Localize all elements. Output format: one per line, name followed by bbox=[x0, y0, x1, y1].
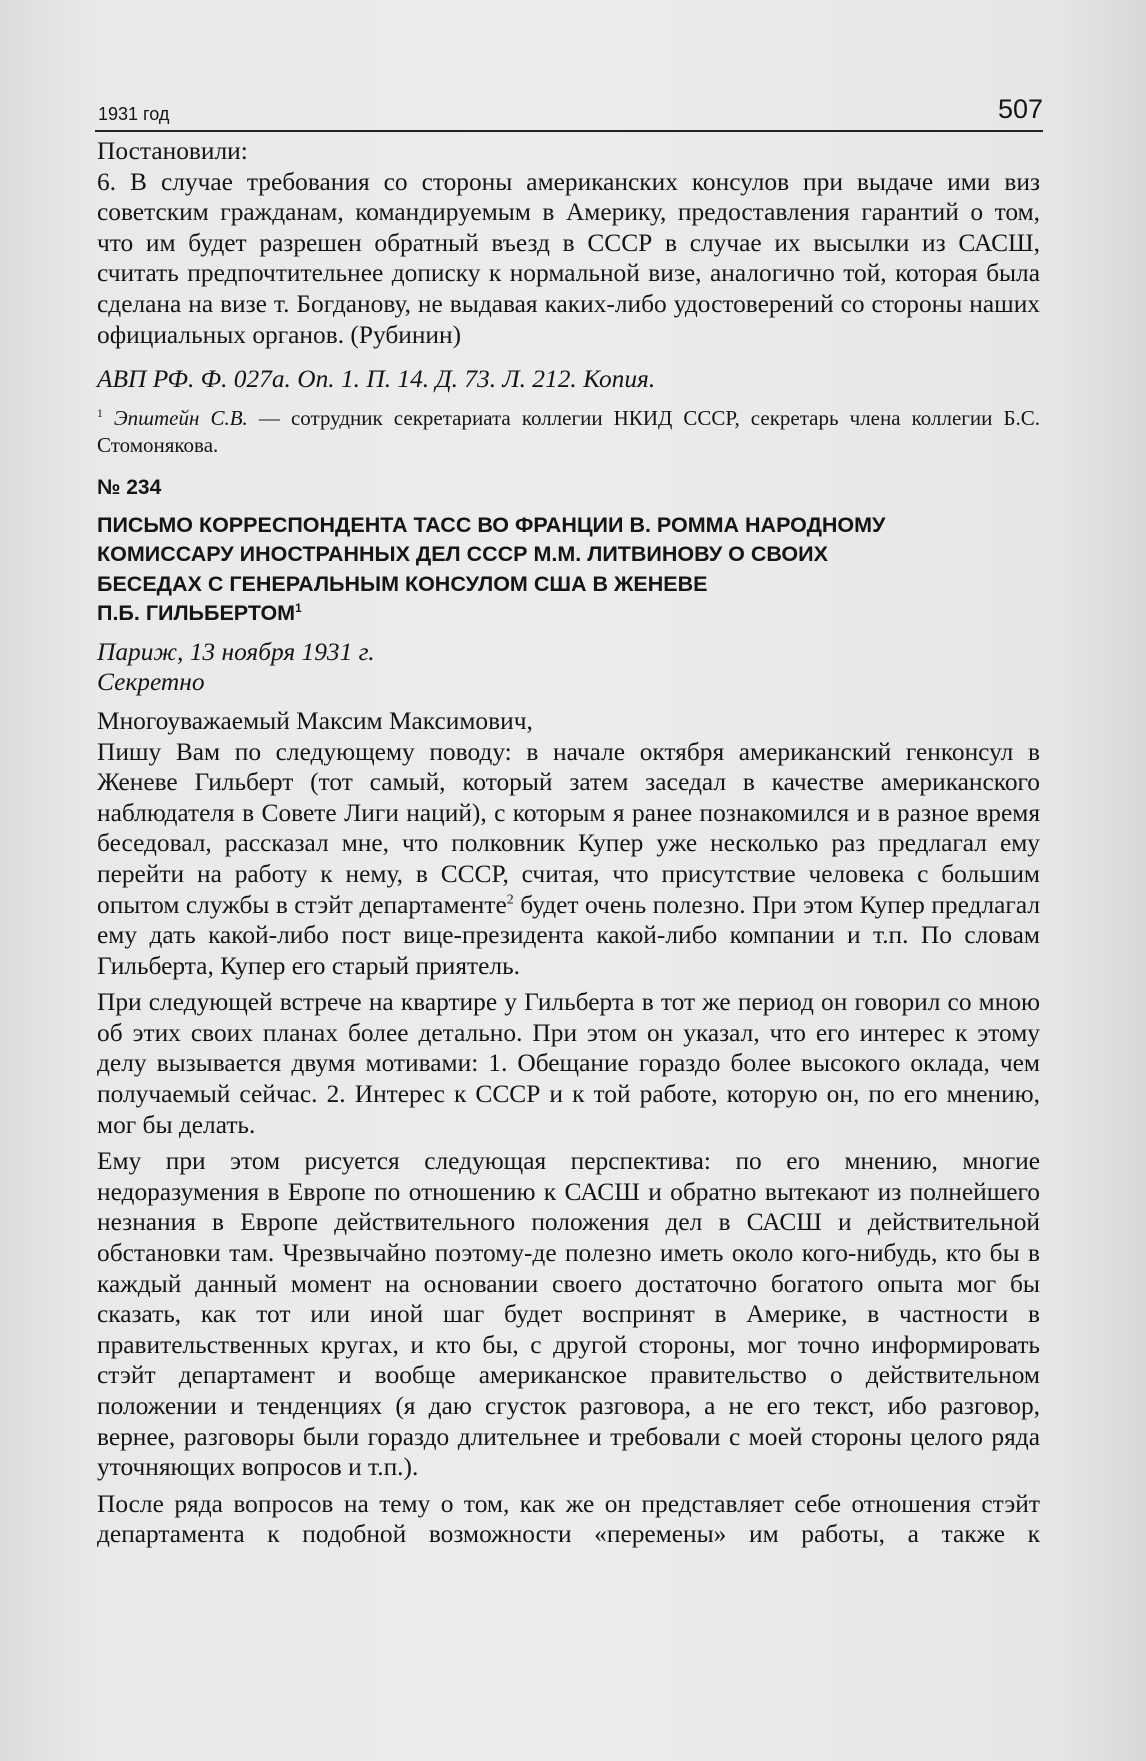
running-header bbox=[95, 94, 1043, 132]
document-title-line-3: БЕСЕДАХ С ГЕНЕРАЛЬНЫМ КОНСУЛОМ США В ЖЕНЕВЕ bbox=[97, 571, 708, 596]
footnote-1-mark: 1 bbox=[97, 407, 103, 420]
document-title-footnote-mark: 1 bbox=[295, 601, 302, 616]
archive-reference: АВП РФ. Ф. 027а. Оп. 1. П. 14. Д. 73. Л. 212. Копия. bbox=[97, 365, 656, 394]
body-paragraph-2: При следующей встрече на квартире у Гильберта в тот же период он говорил со мною об этих своих планах более детально. При этом он указал, что его интерес к этому делу вызывается двумя мотивами: 1. Обещание гораздо более высокого оклада, чем получаемый сейчас. 2. Интерес к СССР и к той работе, которую он, по его мнению, мог бы делать. bbox=[97, 988, 1040, 1139]
body-paragraph-1-part-b: будет очень полезно. При этом Купер предлагал ему дать какой-либо пост вице-президента какой-либо компании и т.п. По словам Гильберта, Купер его старый приятель. bbox=[97, 890, 1040, 980]
classification: Секретно bbox=[97, 668, 205, 697]
body-footnote-mark-2: 2 bbox=[506, 892, 514, 908]
document-title-line-2: КОМИССАРУ ИНОСТРАННЫХ ДЕЛ СССР М.М. ЛИТВИНОВУ О СВОИХ bbox=[97, 542, 828, 567]
footnote-1 bbox=[97, 405, 1040, 459]
body-paragraph-1 bbox=[97, 737, 1040, 982]
page-number: 507 bbox=[997, 94, 1043, 124]
footnote-1-text: — сотрудник секретариата коллегии НКИД СССР, секретарь члена коллегии Б.С. Стомонякова. bbox=[97, 405, 1041, 457]
running-header-year: 1931 год bbox=[98, 104, 170, 124]
body-paragraph-4: После ряда вопросов на тему о том, как же он представляет себе отношения стэйт департамента к подобной возможности «перемены» им работы, а также к bbox=[97, 1489, 1040, 1549]
document-title-line-4: П.Б. ГИЛЬБЕРТОМ bbox=[97, 601, 296, 626]
body-paragraph-1-part-a: Пишу Вам по следующему поводу: в начале октября американский генконсул в Женеве Гильберт (тот самый, который затем заседал в качестве американского наблюдателя в Совете Лиги наций), с которым я ранее познакомился и в разное время беседовал, рассказал мне, что полковник Купер уже несколько раз предлагал ему перейти на работу к нему, в СССР, считая, что присутствие человека с большим опытом службы в стэйт департаменте bbox=[97, 737, 1040, 919]
decision-heading: Постановили: bbox=[97, 137, 248, 165]
place-date: Париж, 13 ноября 1931 г. bbox=[97, 637, 375, 666]
text-column bbox=[97, 136, 1040, 1550]
body-paragraph-3: Ему при этом рисуется следующая перспектива: по его мнению, многие недоразумения в Европе по отношению к САСШ и обратно вытекают из полнейшего незнания в Европе действительного положения дел в САСШ и действительной обстановки там. Чрезвычайно поэтому-де полезно иметь около кого-нибудь, кто бы в каждый данный момент на основании своего достаточно богатого опыта мог бы сказать, как тот или иной шаг будет воспринят в Америке, в частности в правительственных кругах, и кто бы, с другой стороны, мог точно информировать стэйт департамент и вообще американское правительство о действительном положении и тенденциях (я даю сгусток разговора, а не его текст, ибо разговор, вернее, разговоры были гораздо длительнее и требовали с моей стороны целого ряда уточняющих вопросов и т.п.). bbox=[97, 1147, 1040, 1482]
decision-item-6: 6. В случае требования со стороны американских консулов при выдаче ими виз советским гражданам, командируемым в Америку, предоставления гарантий о том, что им будет разрешен обратный въезд в СССР в случае их высылки из САСШ, считать предпочтительнее дописку к нормальной визе, аналогично той, которая была сделана на визе т. Богданову, не выдавая каких-либо удостоверений со стороны наших официальных органов. (Рубинин) bbox=[97, 167, 1040, 349]
salutation: Многоуважаемый Максим Максимович, bbox=[97, 706, 533, 735]
document-number: № 234 bbox=[97, 475, 162, 499]
document-title bbox=[97, 511, 1040, 629]
document-title-line-1: ПИСЬМО КОРРЕСПОНДЕНТА ТАСС ВО ФРАНЦИИ В. РОММА НАРОДНОМУ bbox=[97, 512, 886, 537]
footnote-1-name: Эпштейн С.В. bbox=[113, 405, 248, 430]
